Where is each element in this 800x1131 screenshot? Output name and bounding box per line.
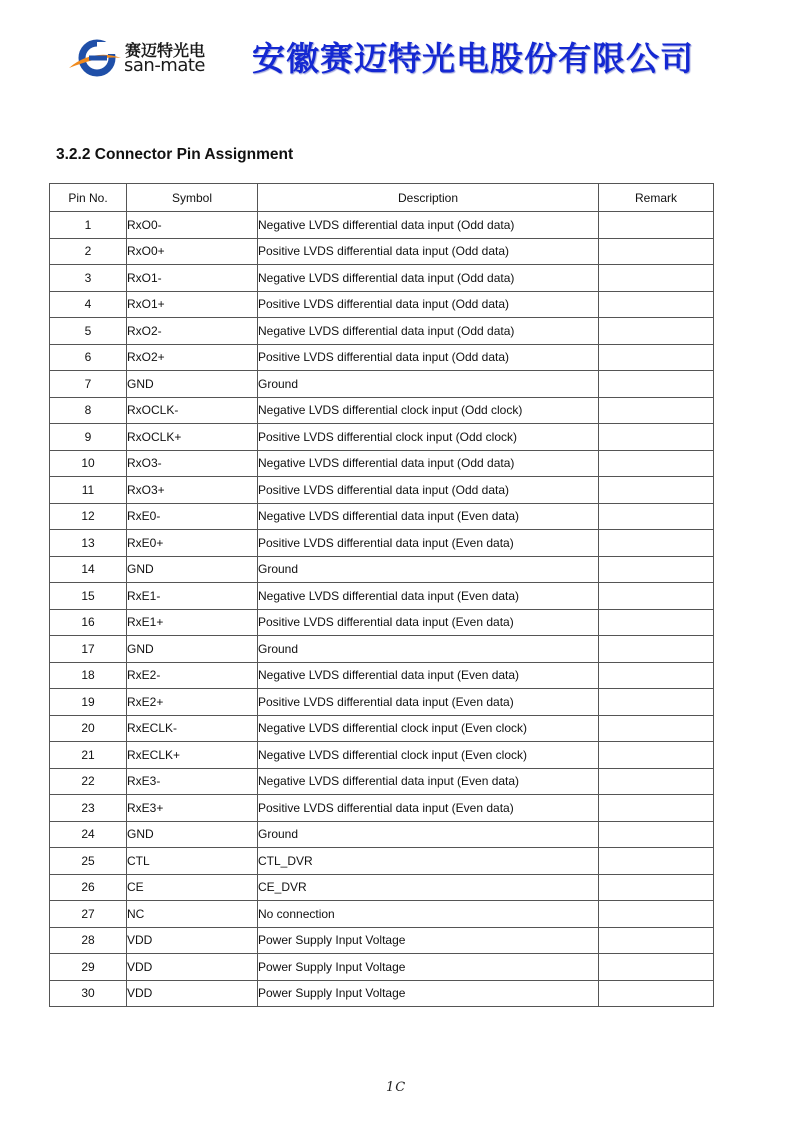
- pin-number-cell: 16: [50, 609, 127, 636]
- remark-cell: [599, 344, 714, 371]
- pin-number-cell: 20: [50, 715, 127, 742]
- table-row: [50, 821, 714, 848]
- symbol-cell: RxO0-: [127, 212, 258, 239]
- symbol-cell: CE: [127, 874, 258, 901]
- symbol-cell: RxECLK+: [127, 742, 258, 769]
- description-cell: Positive LVDS differential clock input (Odd clock): [258, 424, 599, 451]
- remark-cell: [599, 742, 714, 769]
- remark-cell: [599, 238, 714, 265]
- remark-cell: [599, 715, 714, 742]
- column-header-symbol: Symbol: [127, 184, 258, 212]
- remark-cell: [599, 689, 714, 716]
- table-row: [50, 291, 714, 318]
- description-cell: Positive LVDS differential data input (Odd data): [258, 291, 599, 318]
- symbol-cell: GND: [127, 636, 258, 663]
- column-header-remark: Remark: [599, 184, 714, 212]
- logo-chinese-text: 赛迈特光电: [125, 41, 206, 60]
- remark-cell: [599, 318, 714, 345]
- table-row: [50, 954, 714, 981]
- table-row: [50, 662, 714, 689]
- table-row: [50, 318, 714, 345]
- company-logo: [67, 36, 217, 78]
- description-cell: Positive LVDS differential data input (Even data): [258, 530, 599, 557]
- symbol-cell: GND: [127, 556, 258, 583]
- remark-cell: [599, 212, 714, 239]
- description-cell: Ground: [258, 556, 599, 583]
- table-row: [50, 371, 714, 398]
- table-row: [50, 636, 714, 663]
- pin-number-cell: 15: [50, 583, 127, 610]
- remark-cell: [599, 450, 714, 477]
- remark-cell: [599, 609, 714, 636]
- pin-number-cell: 21: [50, 742, 127, 769]
- remark-cell: [599, 821, 714, 848]
- table-row: [50, 927, 714, 954]
- table-row: [50, 715, 714, 742]
- table-row: [50, 980, 714, 1007]
- table-row: [50, 238, 714, 265]
- remark-cell: [599, 424, 714, 451]
- description-cell: Positive LVDS differential data input (Even data): [258, 689, 599, 716]
- remark-cell: [599, 636, 714, 663]
- remark-cell: [599, 927, 714, 954]
- symbol-cell: RxE2+: [127, 689, 258, 716]
- symbol-cell: RxOCLK+: [127, 424, 258, 451]
- pin-number-cell: 18: [50, 662, 127, 689]
- pin-number-cell: 22: [50, 768, 127, 795]
- remark-cell: [599, 662, 714, 689]
- symbol-cell: RxOCLK-: [127, 397, 258, 424]
- description-cell: Ground: [258, 636, 599, 663]
- description-cell: CTL_DVR: [258, 848, 599, 875]
- pin-number-cell: 13: [50, 530, 127, 557]
- symbol-cell: RxE2-: [127, 662, 258, 689]
- table-row: [50, 477, 714, 504]
- description-cell: Negative LVDS differential clock input (Even clock): [258, 715, 599, 742]
- remark-cell: [599, 291, 714, 318]
- pin-number-cell: 27: [50, 901, 127, 928]
- description-cell: Negative LVDS differential data input (Odd data): [258, 318, 599, 345]
- table-row: [50, 901, 714, 928]
- symbol-cell: RxO2-: [127, 318, 258, 345]
- column-header-pin-no: Pin No.: [50, 184, 127, 212]
- table-row: [50, 742, 714, 769]
- remark-cell: [599, 556, 714, 583]
- remark-cell: [599, 848, 714, 875]
- table-row: [50, 556, 714, 583]
- symbol-cell: RxE0-: [127, 503, 258, 530]
- symbol-cell: RxE1-: [127, 583, 258, 610]
- description-cell: Negative LVDS differential clock input (Even clock): [258, 742, 599, 769]
- table-row: [50, 344, 714, 371]
- symbol-cell: RxE3+: [127, 795, 258, 822]
- table-row: [50, 795, 714, 822]
- pin-number-cell: 8: [50, 397, 127, 424]
- table-row: [50, 424, 714, 451]
- pin-number-cell: 12: [50, 503, 127, 530]
- remark-cell: [599, 530, 714, 557]
- symbol-cell: CTL: [127, 848, 258, 875]
- table-row: [50, 768, 714, 795]
- description-cell: Negative LVDS differential data input (Even data): [258, 662, 599, 689]
- symbol-cell: VDD: [127, 927, 258, 954]
- pin-number-cell: 25: [50, 848, 127, 875]
- description-cell: Negative LVDS differential data input (Even data): [258, 503, 599, 530]
- remark-cell: [599, 954, 714, 981]
- table-row: [50, 609, 714, 636]
- remark-cell: [599, 795, 714, 822]
- table-row: [50, 530, 714, 557]
- pin-number-cell: 28: [50, 927, 127, 954]
- pin-number-cell: 30: [50, 980, 127, 1007]
- description-cell: Ground: [258, 821, 599, 848]
- pin-number-cell: 14: [50, 556, 127, 583]
- remark-cell: [599, 503, 714, 530]
- pin-number-cell: 7: [50, 371, 127, 398]
- table-header-row: [50, 184, 714, 212]
- table-row: [50, 689, 714, 716]
- pin-number-cell: 2: [50, 238, 127, 265]
- pin-number-cell: 6: [50, 344, 127, 371]
- table-row: [50, 848, 714, 875]
- symbol-cell: RxO3-: [127, 450, 258, 477]
- remark-cell: [599, 768, 714, 795]
- symbol-cell: RxO1-: [127, 265, 258, 292]
- description-cell: Negative LVDS differential data input (Even data): [258, 583, 599, 610]
- symbol-cell: VDD: [127, 954, 258, 981]
- description-cell: Power Supply Input Voltage: [258, 980, 599, 1007]
- symbol-cell: RxE0+: [127, 530, 258, 557]
- symbol-cell: RxE1+: [127, 609, 258, 636]
- description-cell: Positive LVDS differential data input (Odd data): [258, 344, 599, 371]
- description-cell: Positive LVDS differential data input (Odd data): [258, 238, 599, 265]
- section-title: 3.2.2 Connector Pin Assignment: [56, 146, 294, 163]
- pin-number-cell: 19: [50, 689, 127, 716]
- description-cell: Negative LVDS differential data input (Odd data): [258, 265, 599, 292]
- description-cell: Power Supply Input Voltage: [258, 954, 599, 981]
- table-body: [50, 212, 714, 1007]
- description-cell: Negative LVDS differential data input (Even data): [258, 768, 599, 795]
- connector-pin-table: [49, 183, 714, 1007]
- table-row: [50, 212, 714, 239]
- symbol-cell: NC: [127, 901, 258, 928]
- description-cell: Positive LVDS differential data input (Even data): [258, 609, 599, 636]
- symbol-cell: RxO2+: [127, 344, 258, 371]
- description-cell: Negative LVDS differential data input (Odd data): [258, 212, 599, 239]
- remark-cell: [599, 874, 714, 901]
- description-cell: Negative LVDS differential data input (Odd data): [258, 450, 599, 477]
- remark-cell: [599, 371, 714, 398]
- table-row: [50, 450, 714, 477]
- pin-number-cell: 17: [50, 636, 127, 663]
- symbol-cell: GND: [127, 371, 258, 398]
- table-row: [50, 583, 714, 610]
- remark-cell: [599, 980, 714, 1007]
- description-cell: Power Supply Input Voltage: [258, 927, 599, 954]
- table-row: [50, 503, 714, 530]
- description-cell: No connection: [258, 901, 599, 928]
- remark-cell: [599, 265, 714, 292]
- description-cell: Positive LVDS differential data input (Odd data): [258, 477, 599, 504]
- description-cell: Ground: [258, 371, 599, 398]
- pin-number-cell: 23: [50, 795, 127, 822]
- pin-number-cell: 11: [50, 477, 127, 504]
- pin-number-cell: 1: [50, 212, 127, 239]
- pin-number-cell: 3: [50, 265, 127, 292]
- pin-number-cell: 10: [50, 450, 127, 477]
- symbol-cell: GND: [127, 821, 258, 848]
- company-name: 安徽赛迈特光电股份有限公司: [252, 39, 694, 78]
- remark-cell: [599, 583, 714, 610]
- description-cell: CE_DVR: [258, 874, 599, 901]
- pin-number-cell: 24: [50, 821, 127, 848]
- table-row: [50, 874, 714, 901]
- logo-english-text: san-mate: [124, 55, 206, 76]
- remark-cell: [599, 477, 714, 504]
- table-row: [50, 397, 714, 424]
- column-header-description: Description: [258, 184, 599, 212]
- symbol-cell: RxE3-: [127, 768, 258, 795]
- pin-number-cell: 9: [50, 424, 127, 451]
- page-number: 1C: [386, 1080, 407, 1095]
- pin-number-cell: 26: [50, 874, 127, 901]
- description-cell: Positive LVDS differential data input (Even data): [258, 795, 599, 822]
- symbol-cell: RxO1+: [127, 291, 258, 318]
- symbol-cell: VDD: [127, 980, 258, 1007]
- remark-cell: [599, 397, 714, 424]
- page-header: [0, 0, 800, 100]
- symbol-cell: RxO3+: [127, 477, 258, 504]
- pin-number-cell: 5: [50, 318, 127, 345]
- symbol-cell: RxO0+: [127, 238, 258, 265]
- symbol-cell: RxECLK-: [127, 715, 258, 742]
- table-row: [50, 265, 714, 292]
- remark-cell: [599, 901, 714, 928]
- san-mate-logo-icon: [67, 38, 123, 78]
- pin-number-cell: 4: [50, 291, 127, 318]
- pin-number-cell: 29: [50, 954, 127, 981]
- description-cell: Negative LVDS differential clock input (Odd clock): [258, 397, 599, 424]
